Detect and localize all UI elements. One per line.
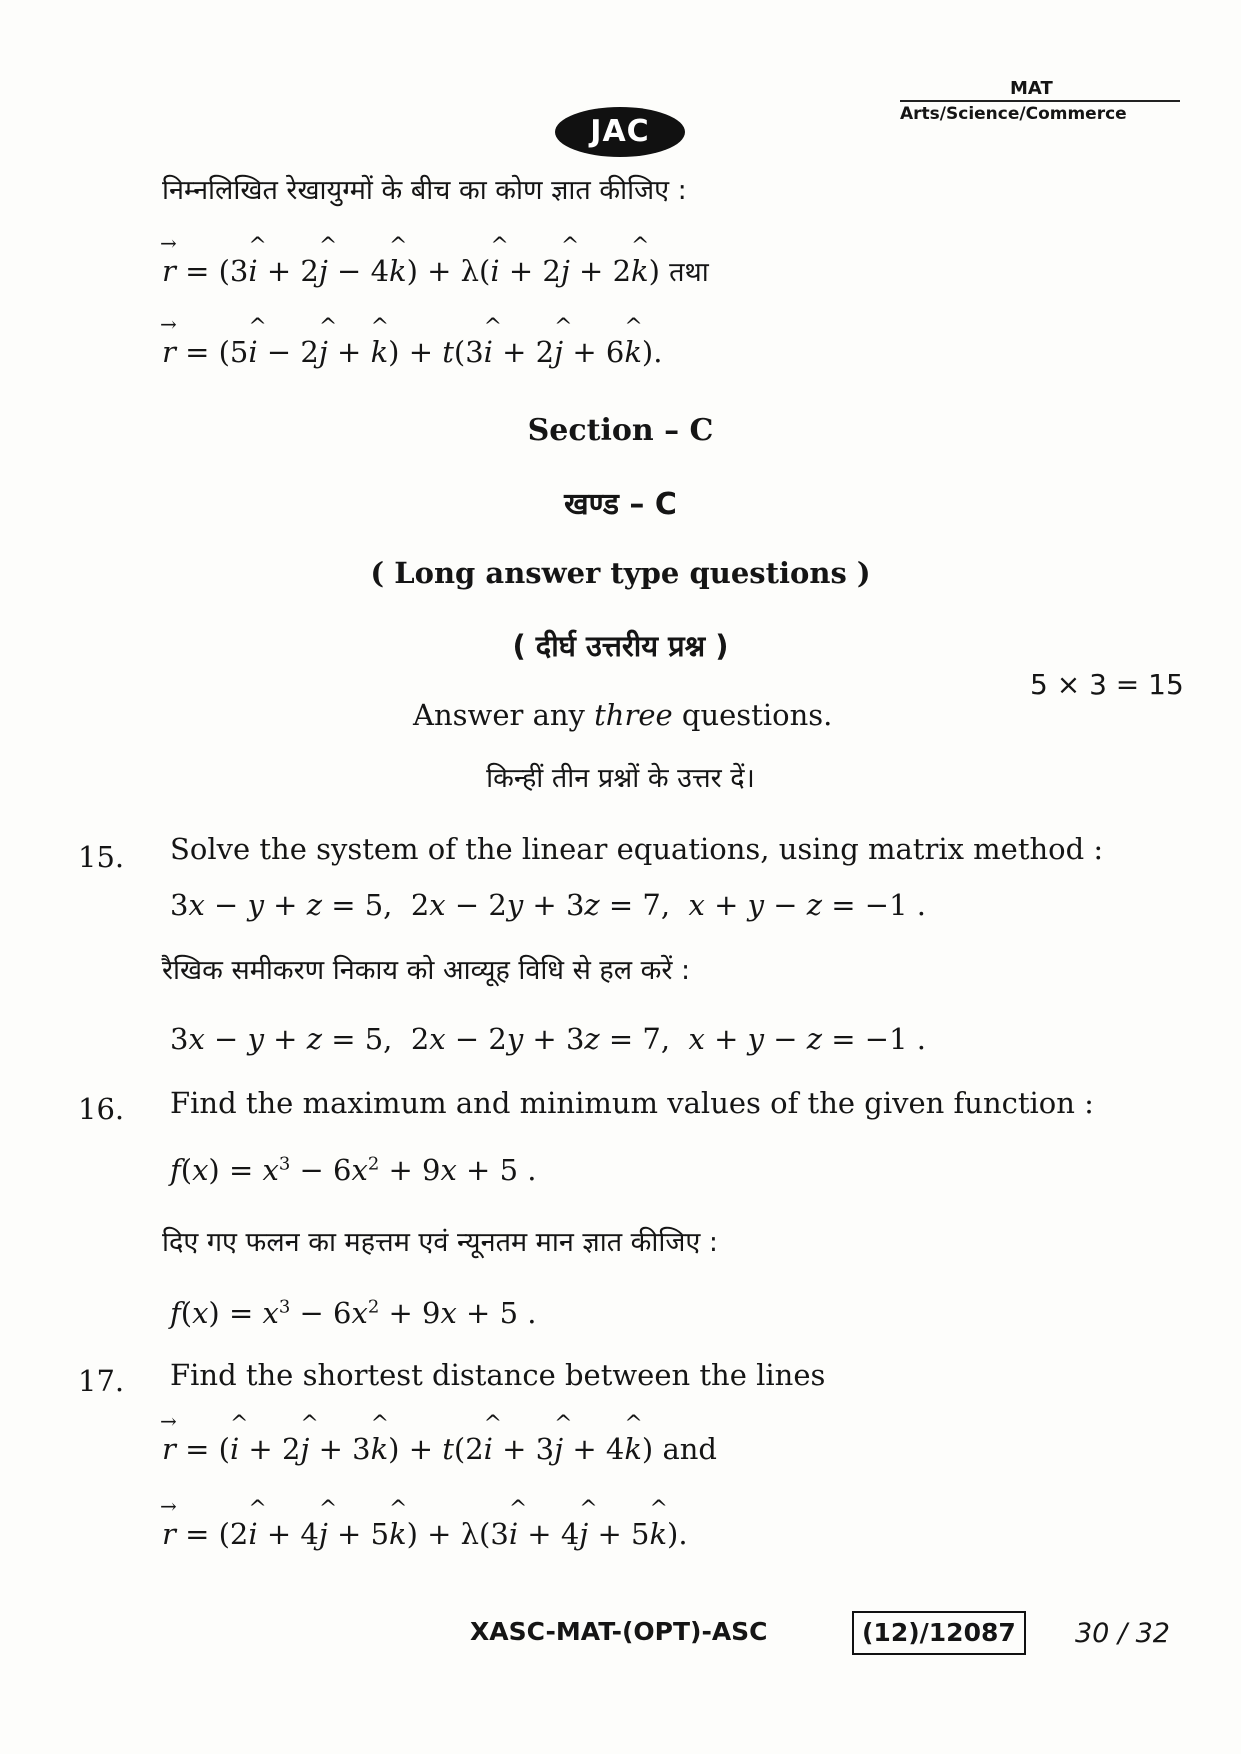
question-15-number: 15. [78,840,125,874]
question-15-text-en: Solve the system of the linear equations, using matrix method : [170,832,1104,866]
header-divider [900,100,1180,102]
section-type-en: ( Long answer type questions ) [370,556,871,590]
jac-logo-badge: JAC [555,107,685,157]
prev-question-line-1: → r = (3^ i + 2^ j − 4^ k) + λ(^ i + 2^ j + 2^ k) तथा [162,252,709,289]
question-16-function: $f(x) = x^3 - 6x^2 + 9x + 5$ . [170,1153,537,1187]
page-number: 30 / 32 [1075,1618,1170,1649]
question-17-number: 17. [78,1364,125,1398]
and-word-hi: तथा [669,257,709,288]
question-17-line-2: → r = (2^ i + 4^ j + 5^ k) + λ(3^ i + 4^ j + 5^ k). [162,1517,688,1551]
section-title-en: Section – C [527,413,714,448]
subject-code: MAT [1010,78,1053,99]
section-instruction-en: Answer any three questions. [413,698,833,732]
exam-code: XASC-MAT-(OPT)-ASC [470,1617,768,1646]
question-15-equations: 3x − y + z = 5, 2x − 2y + 3z = 7, x + y − z = −1 . [170,888,926,922]
prev-question-line-2: → r = (5^ i − 2^ j + ^ k) + t(3^ i + 2^ j + 6^ k). [162,335,662,369]
section-instruction-hi: किन्हीं तीन प्रश्नों के उत्तर दें। [486,763,755,794]
question-16-text-hi: दिए गए फलन का महत्तम एवं न्यूनतम मान ज्ञात कीजिए : [162,1227,719,1258]
prev-question-instruction-hi: निम्नलिखित रेखायुग्मों के बीच का कोण ज्ञात कीजिए : [162,175,687,206]
question-16-number: 16. [78,1092,125,1126]
section-type-hi: ( दीर्घ उत्तरीय प्रश्न ) [512,629,729,663]
question-16-text-en: Find the maximum and minimum values of the given function : [170,1086,1094,1120]
question-15-text-hi: रैखिक समीकरण निकाय को आव्यूह विधि से हल करें : [162,955,691,986]
section-marks: 5 × 3 = 15 [1030,668,1184,701]
paper-code-box: (12)/12087 [852,1611,1026,1655]
question-17-line-1: → r = (^ i + 2^ j + 3^ k) + t(2^ i + 3^ j + 4^ k) and [162,1432,717,1466]
section-title-hi: खण्ड – C [564,487,677,522]
question-17-text-en: Find the shortest distance between the lines [170,1358,826,1392]
question-15-equations-hi: 3x − y + z = 5, 2x − 2y + 3z = 7, x + y − z = −1 . [170,1022,926,1056]
streams-label: Arts/Science/Commerce [900,104,1127,124]
and-word: and [662,1432,717,1466]
question-16-function-hi: $f(x) = x^3 - 6x^2 + 9x + 5$ . [170,1296,537,1330]
